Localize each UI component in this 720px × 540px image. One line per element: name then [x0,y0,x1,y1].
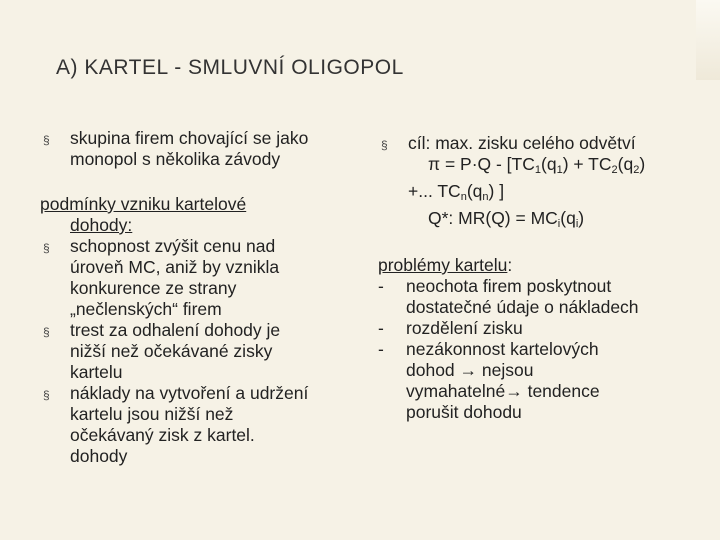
text-line: nezákonnost kartelových [406,339,599,359]
heading-line: podmínky vzniku kartelové [40,194,247,214]
text-line: skupina firem chovající se jako [70,128,309,148]
text-line: dohod → nejsou [406,360,534,380]
text-line: „nečlenských“ firem [70,299,222,319]
text-line: dostatečné údaje o nákladech [406,297,639,317]
text-line: očekávaný zisk z kartel. [70,425,255,445]
text-line: trest za odhalení dohody je [70,320,281,340]
profit-formula-continuation: +... $TC_n(q_n)$ ] [408,181,505,203]
problems-heading: problémy kartelu: [378,255,513,275]
condition-item [40,320,350,383]
bullet-icon: § [43,133,50,147]
text-line: úroveň MC, aniž by vznikla [70,257,280,277]
left-column [40,128,350,467]
text-line: porušit dohodu [406,402,522,422]
right-column [378,133,708,423]
left-bullet-group [40,128,350,170]
problem-item [378,276,708,318]
goal-bullet [378,133,708,154]
text-line: dohody [70,446,128,466]
problem-item [378,318,708,339]
text-line: náklady na vytvoření a udržení [70,383,309,403]
text-line: kartelu [70,362,123,382]
profit-formula-line: $\pi = P\cdot Q - [TC_1(q_1) + TC_2(q_2)$ [428,154,646,176]
heading-line: dohody: [70,215,133,235]
text-line: nižší než očekávané zisky [70,341,273,361]
condition-item [40,236,350,320]
corner-decoration [696,0,720,80]
text-line: vymahatelné→ tendence [406,381,600,401]
pi-symbol: π [428,154,441,174]
text-line: cíl: max. zisku celého odvětví [408,133,636,153]
slide-title: A) KARTEL - SMLUVNÍ OLIGOPOL [56,56,404,79]
bullet-icon: § [43,388,50,402]
dash-marker: - [378,339,384,359]
condition-item [40,383,350,467]
bullet-icon: § [381,138,388,152]
text-line: konkurence ze strany [70,278,237,298]
conditions-heading [40,194,350,236]
text-line: kartelu jsou nižší než [70,404,234,424]
bullet-icon: § [43,241,50,255]
text-line: monopol s několika závody [70,149,281,169]
bullet-icon: § [43,325,50,339]
optimum-condition: Q*: $MR(Q) = MC_i(q_i)$ [428,208,585,230]
text-line: rozdělení zisku [406,318,523,338]
problem-item [378,339,708,423]
dash-marker: - [378,318,384,338]
dash-marker: - [378,276,384,296]
text-line: schopnost zvýšit cenu nad [70,236,276,256]
text-line: neochota firem poskytnout [406,276,612,296]
